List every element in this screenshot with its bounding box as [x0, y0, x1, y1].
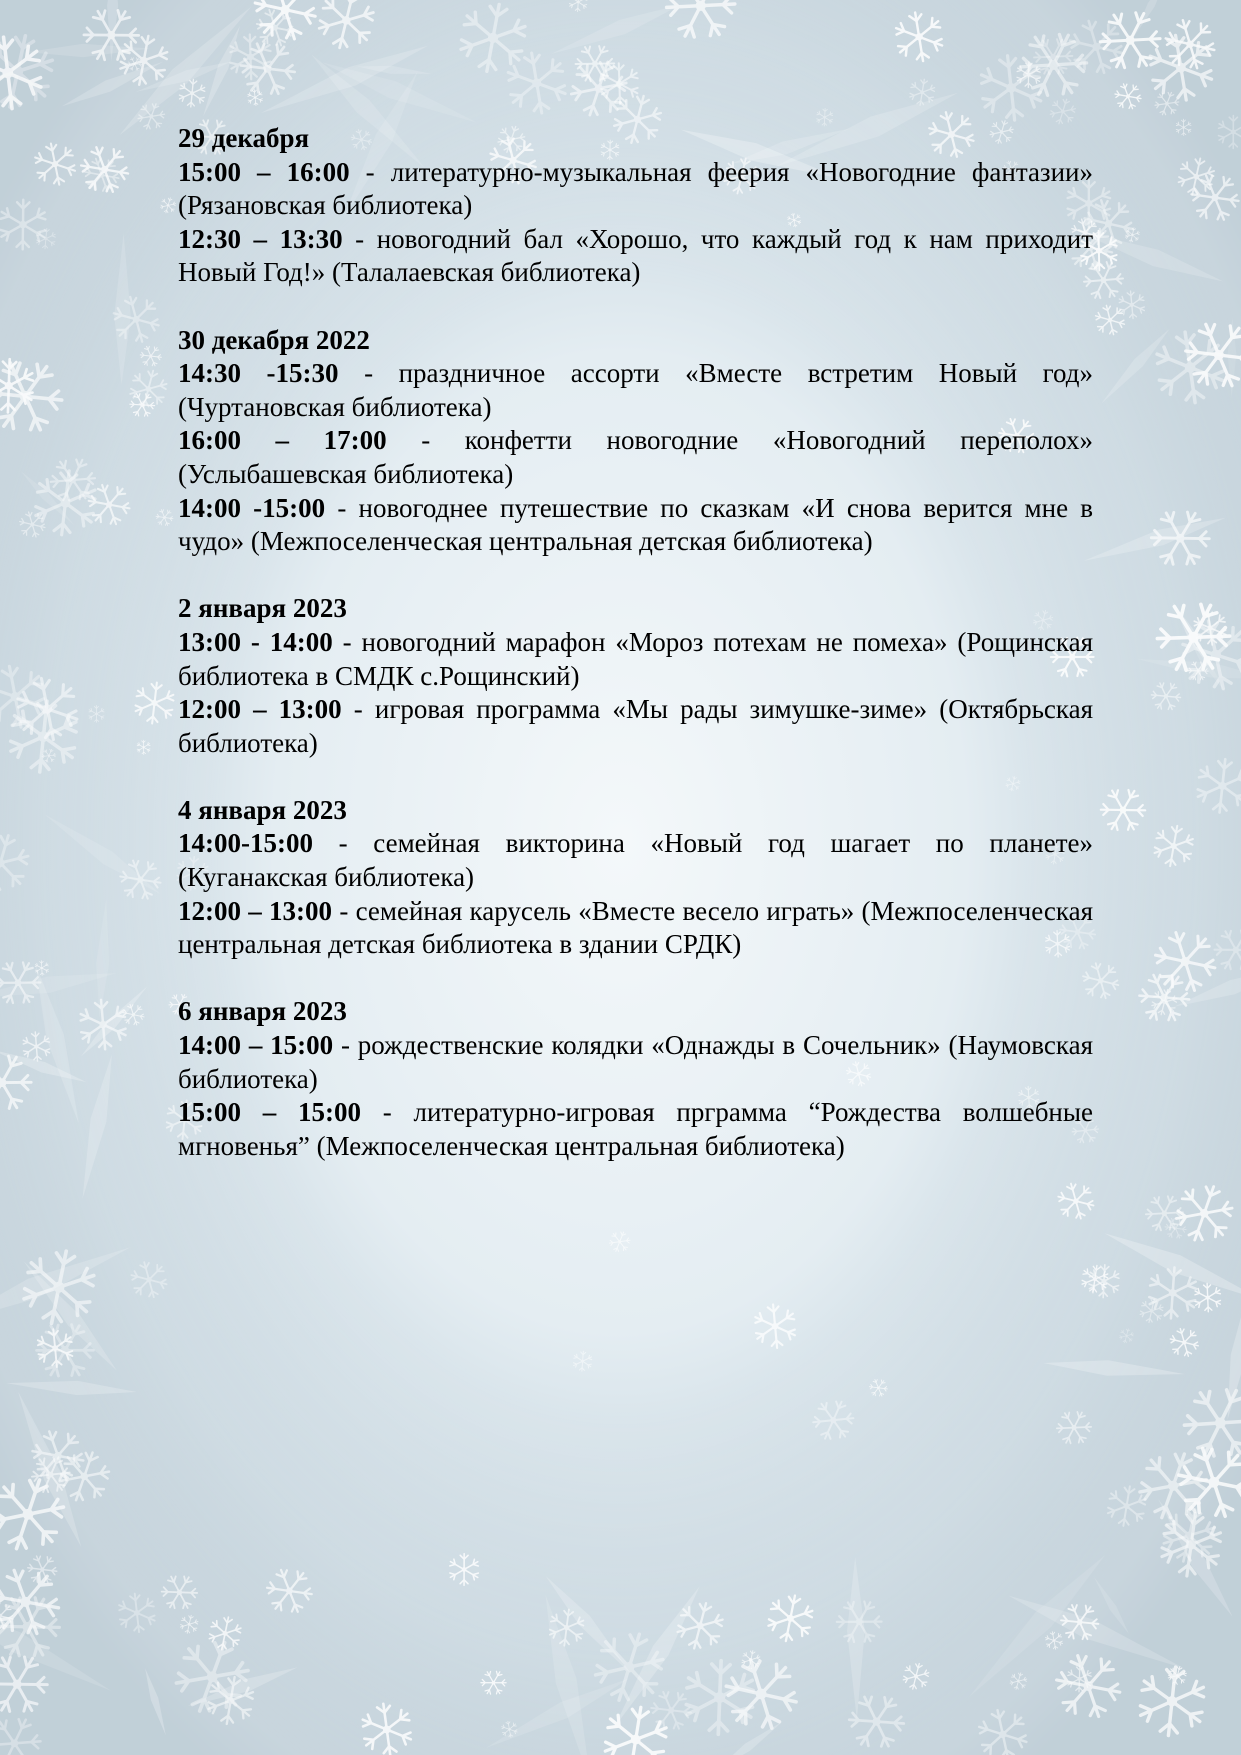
- event-item: [178, 827, 1093, 894]
- event-time: 16:00 – 17:00: [178, 425, 387, 456]
- event-description: - новогодний марафон «Мороз потехам не помеха» (Рощинская библиотека в СМДК с.Рощинский): [178, 626, 1093, 691]
- event-description: - игровая программа «Мы рады зимушке-зиме» (Октябрьская библиотека): [178, 694, 1094, 758]
- event-time: 12:00 – 13:00: [178, 895, 333, 926]
- event-item: [178, 1096, 1093, 1163]
- event-item: [178, 895, 1093, 962]
- event-time: 12:00 – 13:00: [178, 694, 342, 725]
- event-item: [178, 357, 1093, 424]
- event-description: - литературно-музыкальная феерия «Новогодние фантазии» (Рязановская библиотека): [178, 156, 1093, 221]
- date-heading: 30 декабря 2022: [178, 324, 370, 355]
- event-time: 14:00 – 15:00: [178, 1030, 334, 1061]
- day-block: [178, 122, 1093, 290]
- event-time: 13:00 - 14:00: [178, 626, 333, 657]
- day-block: [178, 794, 1093, 962]
- date-heading: 2 января 2023: [178, 593, 347, 624]
- event-time: 14:00 -15:00: [178, 492, 326, 523]
- event-item: [178, 693, 1093, 760]
- event-description: - праздничное ассорти «Вместе встретим Новый год» (Чуртановская библиотека): [178, 358, 1093, 422]
- event-time: 15:00 – 15:00: [178, 1097, 361, 1128]
- date-heading: 29 декабря: [178, 123, 310, 153]
- event-item: [178, 492, 1093, 559]
- event-description: - литературно-игровая прграмма “Рождества волшебные мгновенья” (Межпоселенческая центральная библиотека): [178, 1097, 1094, 1161]
- schedule-content: [178, 122, 1093, 1197]
- event-item: [178, 223, 1093, 290]
- event-item: [178, 156, 1093, 223]
- day-block: [178, 995, 1093, 1163]
- event-description: - новогоднее путешествие по сказкам «И снова верится мне в чудо» (Межпоселенческая центральная детская библиотека): [178, 492, 1093, 557]
- event-item: [178, 1029, 1093, 1096]
- event-item: [178, 626, 1093, 693]
- event-description: - новогодний бал «Хорошо, что каждый год к нам приходит Новый Год!» (Талалаевская библиотека): [178, 223, 1093, 288]
- event-description: - рождественские колядки «Однажды в Сочельник» (Наумовская библиотека): [178, 1030, 1093, 1094]
- date-heading: 4 января 2023: [178, 794, 347, 825]
- date-heading: 6 января 2023: [178, 996, 347, 1027]
- event-item: [178, 424, 1093, 491]
- event-description: - конфетти новогодние «Новогодний переполох» (Услыбашевская библиотека): [178, 425, 1094, 489]
- event-description: - семейная викторина «Новый год шагает по планете» (Куганакская библиотека): [178, 828, 1093, 893]
- day-block: [178, 592, 1093, 760]
- event-description: - семейная карусель «Вместе весело играть» (Межпоселенческая центральная детская библиотека в здании СРДК): [178, 895, 1093, 960]
- event-time: 14:30 -15:30: [178, 358, 339, 389]
- day-block: [178, 324, 1093, 559]
- event-time: 15:00 – 16:00: [178, 156, 350, 187]
- event-time: 12:30 – 13:30: [178, 223, 343, 254]
- event-time: 14:00-15:00: [178, 828, 313, 859]
